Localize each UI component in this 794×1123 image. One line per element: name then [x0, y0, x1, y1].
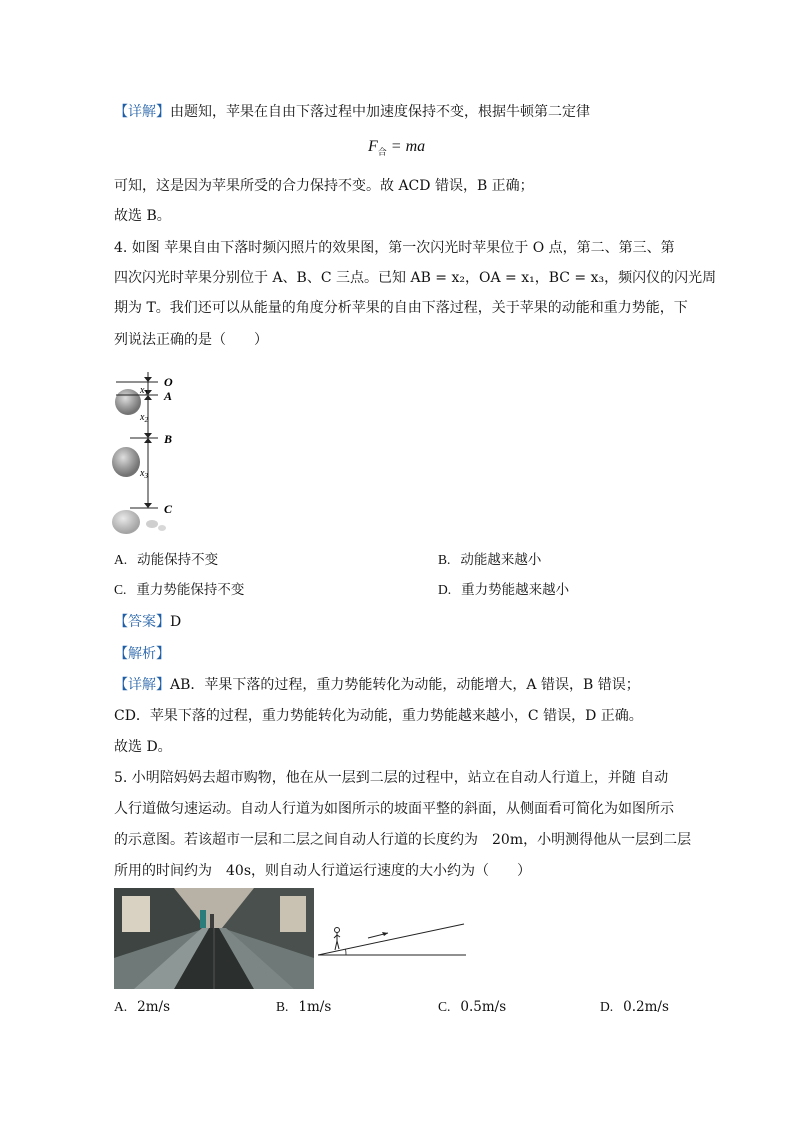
q4-option-c: C. 重力势能保持不变 [114, 582, 245, 598]
formula-rhs: = ma [386, 138, 426, 155]
q4-answer-line [114, 612, 181, 632]
q4-option-a: A. 动能保持不变 [114, 552, 219, 568]
q5-stem-line4: 所用的时间约为 40s，则自动人行道运行速度的大小约为（ ） [114, 863, 531, 879]
q4-option-b: B. 动能越来越小 [438, 552, 542, 568]
q4-stem-line3: 期为 T。我们还可以从能量的角度分析苹果的自由下落过程，关于苹果的动能和重力势能，下 [114, 300, 688, 316]
q5-option-c: C. 0.5m/s [438, 999, 507, 1015]
answer-tag: 【答案】 [114, 614, 170, 630]
formula-F: F [368, 138, 378, 155]
x3-label: $x_3$ [140, 468, 148, 480]
person-icon [334, 928, 340, 951]
formula-sub: 合 [377, 147, 387, 158]
point-A-label: A [164, 389, 173, 403]
q5-option-d: D. 0.2m/s [600, 999, 669, 1015]
apple-icon [115, 389, 141, 415]
q4-stem-line1: 4. 如图 苹果自由下落时频闪照片的效果图，第一次闪光时苹果位于 O 点，第二、第三、第 [114, 240, 675, 256]
detail-tag: 【详解】 [114, 677, 170, 693]
q3-explain-text: 由题知，苹果在自由下落过程中加速度保持不变，根据牛顿第二定律 [170, 104, 590, 120]
x2-label: $x_2$ [140, 412, 148, 424]
q4-detail1-text: AB．苹果下落的过程，重力势能转化为动能，动能增大，A 错误，B 错误； [170, 677, 640, 693]
explain-tag: 【详解】 [114, 104, 170, 120]
q5-stem-line2: 人行道做匀速运动。自动人行道为如图所示的坡面平整的斜面，从侧面看可简化为如图所示 [114, 801, 674, 817]
q5-option-b: B. 1m/s [276, 999, 332, 1015]
q3-explain-line [114, 102, 590, 122]
q4-detail-line1 [114, 675, 640, 695]
q4-analysis-tag: 【解析】 [114, 646, 170, 662]
q4-stem-line2: 四次闪光时苹果分别位于 A、B、C 三点。已知 AB = x₂，OA = x₁，BC = x₃，频闪仪的闪光周 [114, 270, 717, 286]
q4-answer: D [170, 614, 182, 630]
q5-option-a: A. 2m/s [114, 999, 170, 1015]
q5-stem-line1: 5. 小明陪妈妈去超市购物，他在从一层到二层的过程中，站立在自动人行道上，并随 自动 [114, 770, 669, 786]
q5-stem-line3: 的示意图。若该超市一层和二层之间自动人行道的长度约为 20m，小明测得他从一层到二层 [114, 832, 692, 848]
q3-choose: 故选 B。 [114, 208, 171, 224]
q3-formula [368, 138, 425, 158]
q3-conclusion: 可知，这是因为苹果所受的合力保持不变。故 ACD 错误，B 正确； [114, 178, 534, 194]
strobe-apple-figure [110, 368, 200, 540]
moving-walkway-photo [114, 888, 314, 989]
point-O-label: O [164, 375, 173, 389]
q4-choose: 故选 D。 [114, 739, 172, 755]
x1-label: $x_1$ [140, 385, 148, 397]
q4-detail-line2: CD．苹果下落的过程，重力势能转化为动能，重力势能越来越小，C 错误，D 正确。 [114, 708, 643, 724]
apple-icon [112, 510, 140, 534]
incline-diagram [318, 918, 468, 962]
point-B-label: B [164, 432, 173, 446]
point-C-label: C [164, 502, 173, 516]
q4-stem-line4: 列说法正确的是（ ） [114, 332, 268, 348]
q4-option-d: D. 重力势能越来越小 [438, 582, 570, 598]
apple-icon [112, 447, 140, 477]
